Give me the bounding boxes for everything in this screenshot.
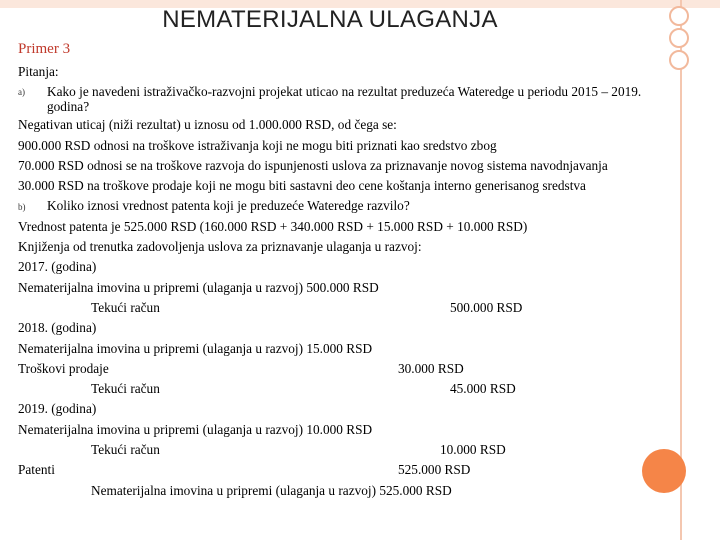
question-b-marker: b) xyxy=(18,202,26,213)
answer-a-line: Negativan uticaj (niži rezultat) u iznosu od 1.000.000 RSD, od čega se: xyxy=(18,117,397,133)
entry-amount: 30.000 RSD xyxy=(398,360,464,376)
slide-content xyxy=(18,62,668,501)
question-b-text: Koliko iznosi vrednost patenta koji je preduzeće Wateredge razvilo? xyxy=(47,198,410,214)
answer-a-line: 900.000 RSD odnosi na troškove istraživanja koji ne mogu biti priznati kao sredstvo zbog xyxy=(18,137,497,153)
entry-amount: 10.000 RSD xyxy=(440,442,506,458)
decorative-ring-icon xyxy=(669,50,689,70)
year-2019: 2019. (godina) xyxy=(18,401,97,417)
entry-amount: 525.000 RSD xyxy=(398,462,471,478)
entry-line: Nematerijalna imovina u pripremi (ulaganja u razvoj) 525.000 RSD xyxy=(91,482,452,498)
entry-line xyxy=(18,359,668,379)
answer-a-line: 30.000 RSD na troškove prodaje koji ne mogu biti sastavni deo cene koštanja interno generisanog sredstva xyxy=(18,178,586,194)
entry-label: Tekući račun xyxy=(91,381,160,397)
entry-label: Tekući račun xyxy=(91,442,160,458)
decorative-ring-icon xyxy=(669,28,689,48)
entry-line xyxy=(18,440,668,460)
answer-b-line: Knjiženja od trenutka zadovoljenja uslova za priznavanje ulaganja u razvoj: xyxy=(18,239,422,255)
year-2017: 2017. (godina) xyxy=(18,259,97,275)
entry-line: Nematerijalna imovina u pripremi (ulaganja u razvoj) 10.000 RSD xyxy=(18,421,373,437)
entry-line: Nematerijalna imovina u pripremi (ulaganja u razvoj) 15.000 RSD xyxy=(18,340,373,356)
answer-b-line: Vrednost patenta je 525.000 RSD (160.000 RSD + 340.000 RSD + 15.000 RSD + 10.000 RSD) xyxy=(18,218,528,234)
entry-line xyxy=(18,460,668,480)
question-a-text: Kako je navedeni istraživačko-razvojni projekat uticao na rezultat preduzeća Wateredge u periodu 2015 – 2019. godina? xyxy=(47,84,642,115)
entry-line: Nematerijalna imovina u pripremi (ulaganja u razvoj) 500.000 RSD xyxy=(18,279,379,295)
entry-label: Troškovi prodaje xyxy=(18,360,109,376)
entry-line xyxy=(18,379,668,399)
year-2018: 2018. (godina) xyxy=(18,320,97,336)
slide-subtitle: Primer 3 xyxy=(18,41,71,57)
entry-label: Tekući račun xyxy=(91,299,160,315)
entry-amount: 45.000 RSD xyxy=(450,381,516,397)
entry-label: Patenti xyxy=(18,462,55,478)
answer-a-line: 70.000 RSD odnosi se na troškove razvoja do ispunjenosti uslova za priznavanje novog sistema navodnjavanja xyxy=(18,157,608,173)
question-a-marker: a) xyxy=(18,87,25,98)
question-b xyxy=(18,196,668,216)
questions-heading: Pitanja: xyxy=(18,64,59,79)
slide-title: NEMATERIJALNA ULAGANJA xyxy=(162,6,498,33)
question-a xyxy=(18,84,668,114)
entry-line xyxy=(18,298,668,318)
decorative-ring-icon xyxy=(669,6,689,26)
entry-amount: 500.000 RSD xyxy=(450,299,523,315)
